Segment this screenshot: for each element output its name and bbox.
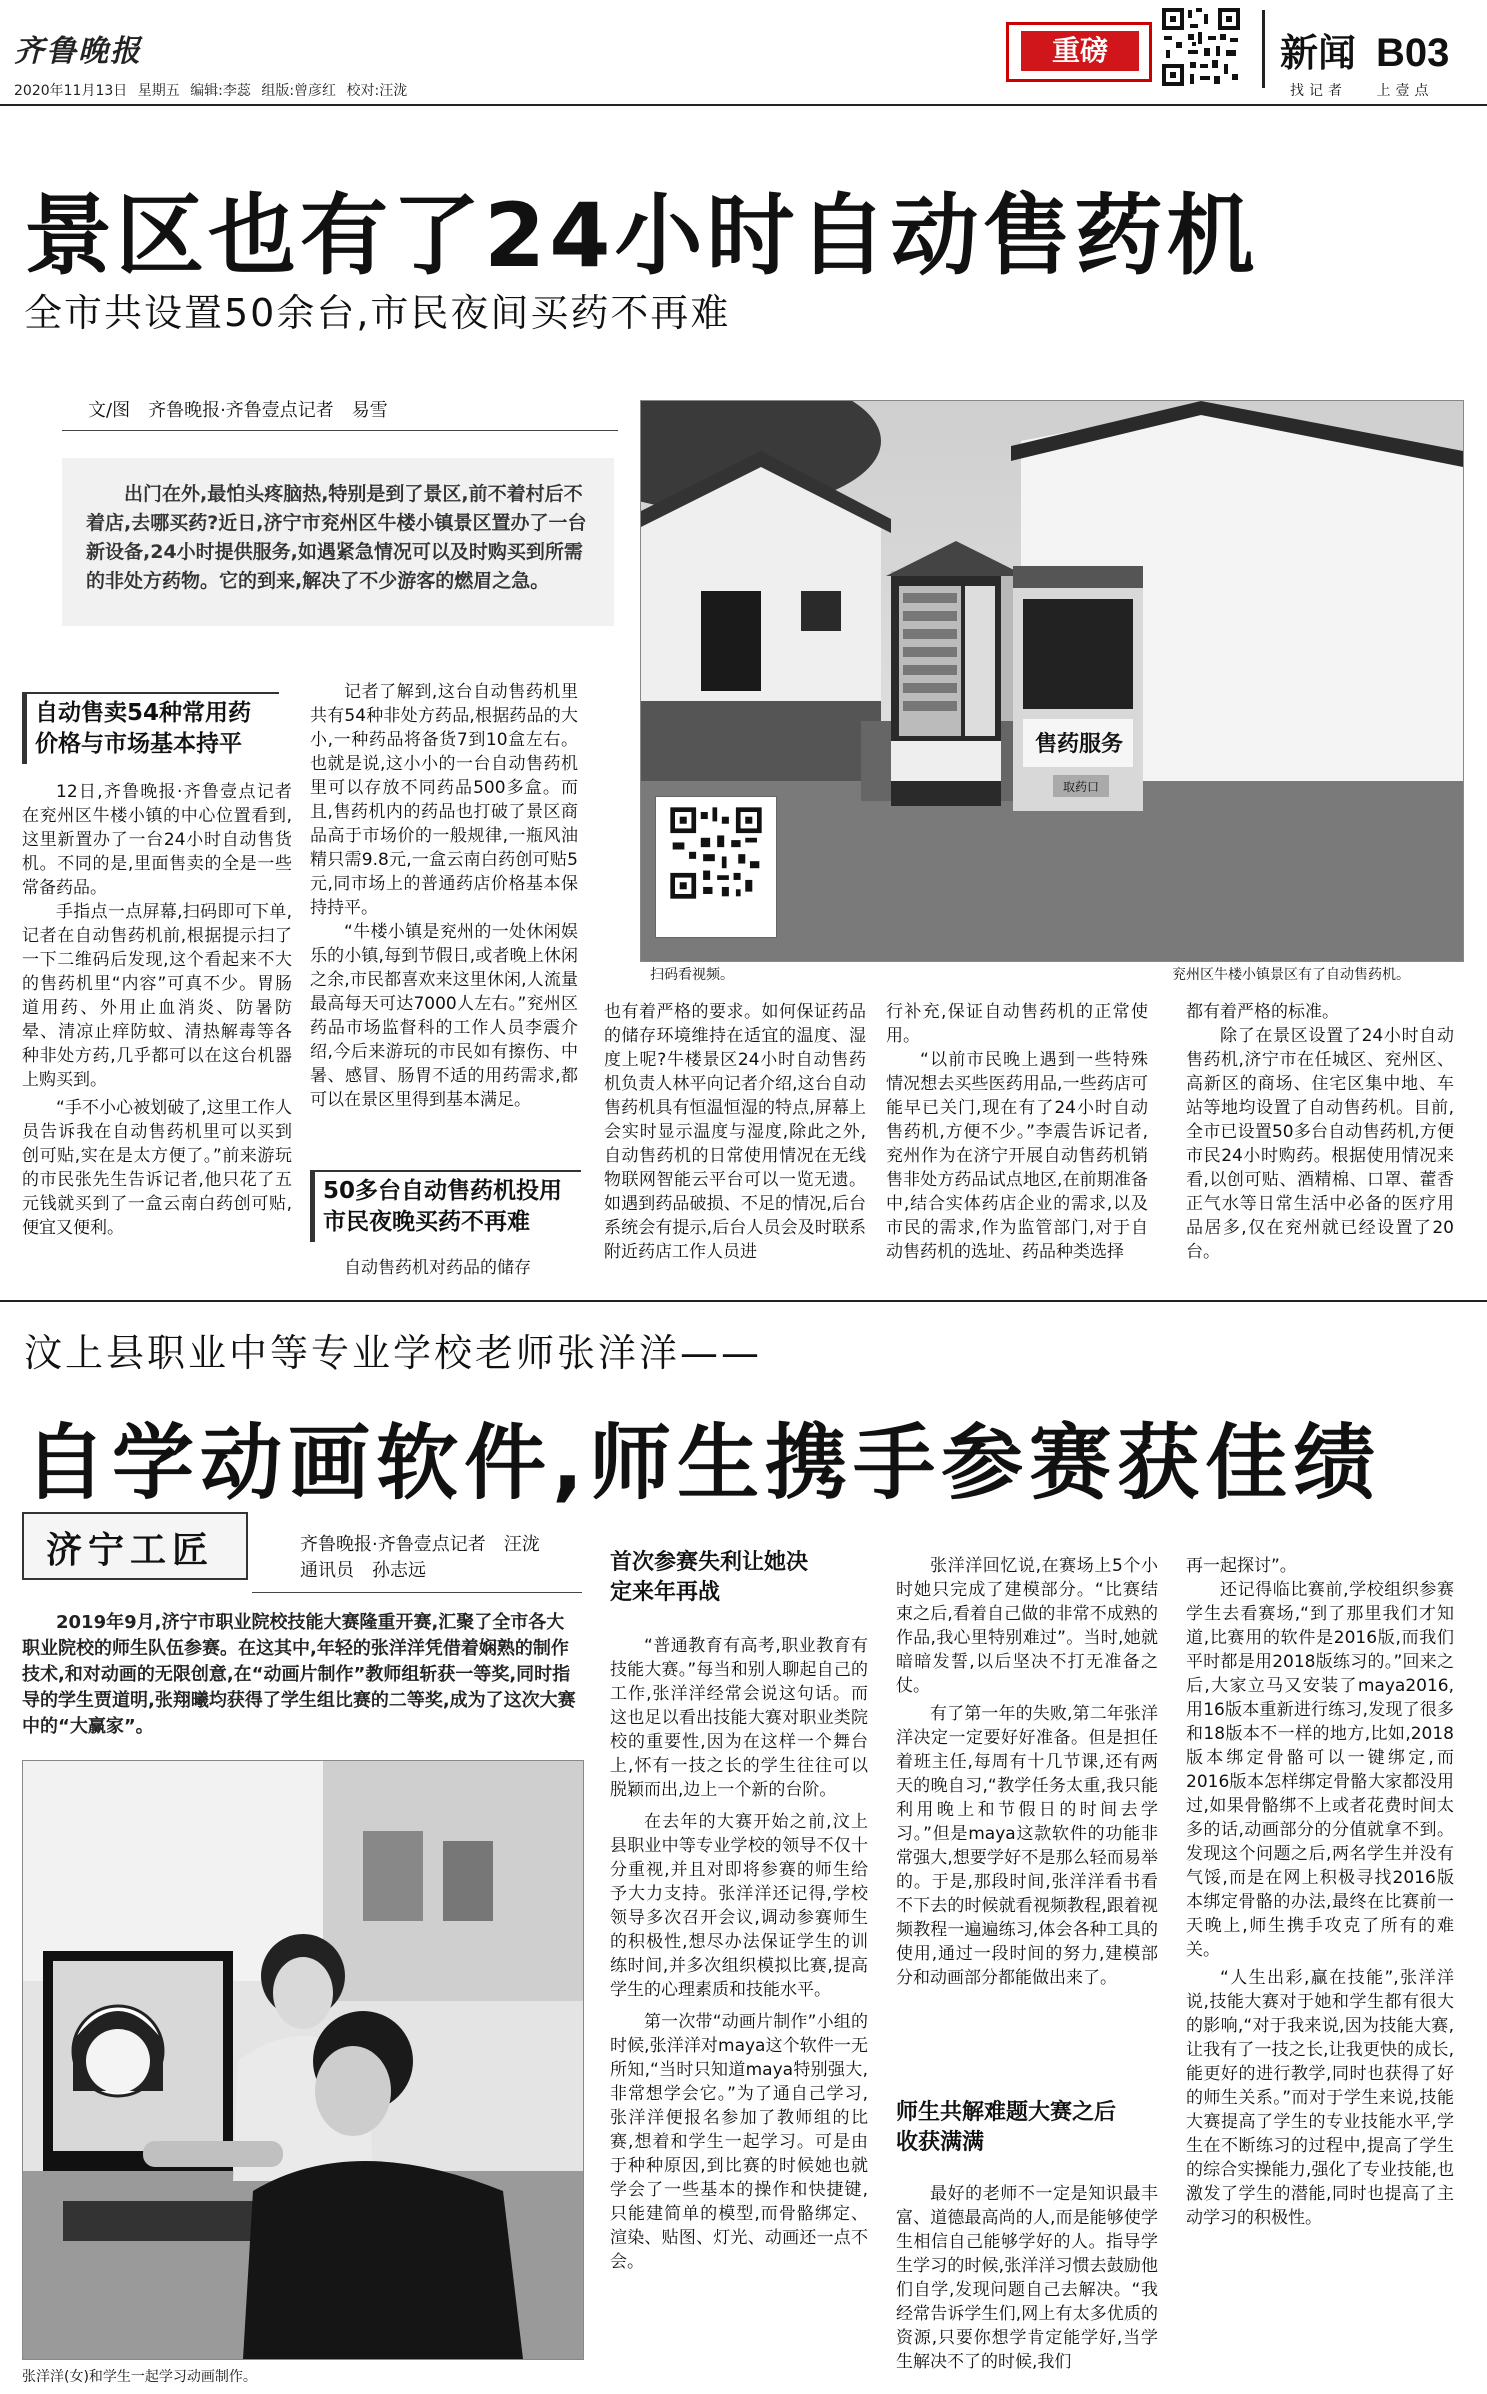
paragraph: 除了在景区设置了24小时自动售药机,济宁市在任城区、兖州区、高新区的商场、住宅区集中地、车站等地均设置了自动售药机。目前,全市已设置50多台自动售药机,方便市民24小时购药。根据使用情况来看,以创可贴、酒精棉、口罩、藿香正气水等日常生活中必备的医疗用品居多,仅在兖州就已经设置了20台。 xyxy=(1186,1026,1454,1262)
video-qr-code-icon[interactable] xyxy=(668,805,764,901)
correspondent-credit: 通讯员 孙志远 xyxy=(300,1560,426,1581)
animation-class-photo-image xyxy=(23,1761,583,2359)
page-number: B03 xyxy=(1376,31,1450,75)
story1-column-4 xyxy=(886,1000,1148,1264)
photo-caption-2: 张洋洋(女)和学生一起学习动画制作。 xyxy=(22,2369,257,2385)
byline2-rule xyxy=(252,1592,582,1593)
masthead-divider xyxy=(1262,10,1265,88)
story1-column-5 xyxy=(1186,1000,1454,1264)
proof-credit: 校对:汪泷 xyxy=(346,83,408,99)
story2-column-1 xyxy=(610,1634,868,2274)
paragraph: 第一次带“动画片制作”小组的时候,张洋洋对maya这个软件一无所知,“当时只知道maya特别强大,非常想学会它。”为了通自己学习,张洋洋便报名参加了教师组的比赛,想着和学生一起学习。可是由于种种原因,到比赛的时候她也就学会了一些基本的操作和快捷键,只能建简单的模型,而骨骼绑定、渲染、贴图、灯光、动画还一点不会。 xyxy=(610,2012,868,2272)
paragraph: 最好的老师不一定是知识最丰富、道德最高尚的人,而是能够使学生相信自己能够学好的人。指导学生学习的时候,张洋洋习惯去鼓励他们自学,发现问题自己去解决。“我经常告诉学生们,网上有太多优质的资源,只要你想学肯定能学好,当学生解决不了的时候,我们 xyxy=(896,2184,1158,2372)
machine-sign-text: 售药服务 xyxy=(1034,732,1124,757)
masthead-rule xyxy=(0,104,1487,106)
find-reporter-slogan: 找记者 上壹点 xyxy=(1290,83,1434,99)
story2-column-2 xyxy=(896,1554,1158,1990)
issue-date: 2020年11月13日 xyxy=(14,83,128,99)
story-divider xyxy=(0,1300,1487,1302)
story1-subheadline: 全市共设置50余台,市民夜间买药不再难 xyxy=(24,291,731,335)
paragraph: 还记得临比赛前,学校组织参赛学生去看赛场,“到了那里我们才知道,比赛用的软件是2016版,而我们平时都是用2018版练习的。”回来之后,大家立马又安装了maya2016,用16版本重新进行练习,发现了很多和18版本不一样的地方,比如,2018版本绑定骨骼可以一键绑定,而2016版本怎样绑定骨骼大家都没用过,如果骨骼绑不上或者花费时间太多的话,动画部分的分值就拿不到。发现这个问题之后,两名学生并没有气馁,而是在网上积极寻找2016版本绑定骨骼的办法,最终在比赛前一天晚上,师生携手攻克了所有的难关。 xyxy=(1186,1580,1454,1960)
story2-column-3 xyxy=(1186,1554,1454,2230)
paragraph: 张洋洋回忆说,在赛场上5个小时她只完成了建模部分。“比赛结束之后,看着自己做的非常不成熟的作品,我心里特别难过”。当时,她就暗暗发誓,以后坚决不打无准备之仗。 xyxy=(896,1556,1158,1696)
feature-tag-label: 重磅 xyxy=(1021,31,1139,71)
animation-class-photo xyxy=(22,1760,584,2360)
story2-subhead-2: 师生共解难题大赛之后收获满满 xyxy=(896,2100,1117,2155)
design-credit: 组版:曾彦红 xyxy=(261,83,337,99)
story1-column-2 xyxy=(310,680,578,1112)
reporter-credit: 齐鲁晚报·齐鲁壹点记者 汪泷 xyxy=(300,1534,540,1555)
qr-caption: 扫码看视频。 xyxy=(650,967,734,983)
feature-tag xyxy=(1006,22,1152,82)
paragraph: 都有着严格的标准。 xyxy=(1186,1002,1339,1022)
paragraph: 再一起探讨”。 xyxy=(1186,1556,1297,1576)
column-badge xyxy=(22,1512,248,1580)
story2-subhead-1: 首次参赛失利让她决定来年再战 xyxy=(610,1550,809,1605)
story2-byline xyxy=(300,1532,540,1584)
paragraph: “以前市民晚上遇到一些特殊情况想去买些医药用品,一些药店可能早已关门,现在有了24小时自动售药机,方便不少。”李震告诉记者,兖州作为在济宁开展自动售药机销售非处方药品试点地区,在前期准备中,结合实体药店企业的需求,以及市民的需求,作为监管部门,对于自动售药机的选址、药品种类选择 xyxy=(886,1050,1148,1262)
paragraph: “牛楼小镇是兖州的一处休闲娱乐的小镇,每到节假日,或者晚上休闲之余,市民都喜欢来这里休闲,人流量最高每天可达7000人左右。”兖州区药品市场监督科的工作人员李震介绍,今后来游玩的市民如有擦伤、中暑、感冒、肠胃不适的用药需求,都可以在景区里得到基本满足。 xyxy=(310,922,578,1110)
story2-kicker: 汶上县职业中等专业学校老师张洋洋—— xyxy=(24,1331,763,1375)
paragraph: 手指点一点屏幕,扫码即可下单,记者在自动售药机前,根据提示扫了一下二维码后发现,这个看起来不大的售药机里“内容”可真不少。胃肠道用药、外用止血消炎、防暑防晕、清凉止痒防蚊、清热解毒等各种非处方药,几乎都可以在这台机器上购买到。 xyxy=(22,902,292,1090)
paragraph: 也有着严格的要求。如何保证药品的储存环境维持在适宜的温度、湿度上呢?牛楼景区24小时自动售药机负责人林平向记者介绍,这台自动售药机具有恒温恒湿的特点,屏幕上会实时显示温度与湿度,除此之外,自动售药机的日常使用情况在无线物联网智能云平台可以一览无遗。如遇到药品破损、不足的情况,后台系统会有提示,后台人员会及时联系附近药店工作人员进 xyxy=(604,1002,866,1262)
section-name: 新闻 xyxy=(1280,31,1357,75)
section-label xyxy=(1280,22,1449,77)
photo-caption-1: 兖州区牛楼小镇景区有了自动售药机。 xyxy=(1172,967,1410,983)
machine-pickup-text: 取药口 xyxy=(1062,780,1100,794)
video-qr-inset[interactable] xyxy=(655,796,777,938)
story1-column-1 xyxy=(22,780,292,1240)
paragraph: 记者了解到,这台自动售药机里共有54种非处方药品,根据药品的大小,一种药品将备货7到10盒左右。也就是说,这小小的一台自动售药机里可以存放不同药品500多盒。而且,售药机内的药品也打破了景区商品高于市场价的一般规律,一瓶风油精只需9.8元,一盒云南白药创可贴5元,同市场上的普通药店价格基本保持持平。 xyxy=(310,682,578,918)
story1-column-3 xyxy=(604,1000,866,1264)
column-badge-label: 济宁工匠 xyxy=(46,1529,215,1571)
story2-headline: 自学动画软件,师生携手参赛获佳绩 xyxy=(24,1416,1382,1511)
byline-rule xyxy=(62,430,618,431)
issue-info xyxy=(14,80,407,100)
story1-column-2b xyxy=(310,1256,578,1280)
newspaper-logo: 齐鲁晚报 xyxy=(14,34,142,69)
story1-lead: 出门在外,最怕头疼脑热,特别是到了景区,前不着村后不着店,去哪买药?近日,济宁市兖州区牛楼小镇景区置办了一台新设备,24小时提供服务,如遇紧急情况可以及时购买到所需的非处方药物。它的到来,解决了不少游客的燃眉之急。 xyxy=(62,458,614,626)
paragraph: “人生出彩,赢在技能”,张洋洋说,技能大赛对于她和学生都有很大的影响,“对于我来说,因为技能大赛,让我有了一技之长,让我更快的成长,能更好的进行教学,同时也获得了好的师生关系。”而对于学生来说,技能大赛提高了学生的专业技能水平,学生在不断练习的过程中,提高了学生的综合实操能力,强化了专业技能,也激发了学生的潜能,同时也提高了主动学习的积极性。 xyxy=(1186,1968,1454,2228)
masthead-qr-code-icon[interactable] xyxy=(1160,6,1242,88)
story1-subhead-1: 自动售卖54种常用药价格与市场基本持平 xyxy=(22,692,279,764)
editor-credit: 编辑:李蕊 xyxy=(190,83,251,99)
paragraph: 自动售药机对药品的储存 xyxy=(344,1258,531,1278)
story1-headline: 景区也有了24小时自动售药机 xyxy=(24,184,1259,287)
paragraph: 有了第一年的失败,第二年张洋洋决定一定要好好准备。但是担任着班主任,每周有十几节课,还有两天的晚自习,“教学任务太重,我只能利用晚上和节假日的时间去学习。”但是maya这款软件的功能非常强大,想要学好不是那么轻而易举的。于是,那段时间,张洋洋看书看不下去的时候就看视频教程,跟着视频教程一遍遍练习,体会各种工具的使用,通过一段时间的努力,建模部分和动画部分都能做出来了。 xyxy=(896,1704,1158,1988)
paragraph: 12日,齐鲁晚报·齐鲁壹点记者在兖州区牛楼小镇的中心位置看到,这里新置办了一台24小时自动售货机。不同的是,里面售卖的全是一些常备药品。 xyxy=(22,782,292,898)
paragraph: 行补充,保证自动售药机的正常使用。 xyxy=(886,1002,1148,1046)
paragraph: 在去年的大赛开始之前,汶上县职业中等专业学校的领导不仅十分重视,并且对即将参赛的师生给予大力支持。张洋洋还记得,学校领导多次召开会议,调动参赛师生的积极性,想尽办法保证学生的训练时间,并多次组织模拟比赛,提高学生的心理素质和技能水平。 xyxy=(610,1812,868,2000)
story2-lead: 2019年9月,济宁市职业院校技能大赛隆重开赛,汇聚了全市各大职业院校的师生队伍参赛。在这其中,年轻的张洋洋凭借着娴熟的制作技术,和对动画的无限创意,在“动画片制作”教师组斩获一等奖,同时指导的学生贾道明,张翔曦均获得了学生组比赛的二等奖,成为了这次大赛中的“大赢家”。 xyxy=(22,1612,576,1737)
issue-weekday: 星期五 xyxy=(137,83,180,99)
paragraph: “手不小心被划破了,这里工作人员告诉我在自动售药机里可以买到创可贴,实在是太方便了。”前来游玩的市民张先生告诉记者,他只花了五元钱就买到了一盒云南白药创可贴,便宜又便利。 xyxy=(22,1098,292,1238)
story1-byline: 文/图 齐鲁晚报·齐鲁壹点记者 易雪 xyxy=(88,400,388,421)
paragraph: “普通教育有高考,职业教育有技能大赛。”每当和别人聊起自己的工作,张洋洋经常会说这句话。而这也足以看出技能大赛对职业类院校的重要性,因为在这样一个舞台上,怀有一技之长的学生往往可以脱颖而出,边上一个新的台阶。 xyxy=(610,1636,868,1800)
story2-column-2b xyxy=(896,2182,1158,2374)
story1-subhead-2: 50多台自动售药机投用市民夜晚买药不再难 xyxy=(310,1170,581,1242)
